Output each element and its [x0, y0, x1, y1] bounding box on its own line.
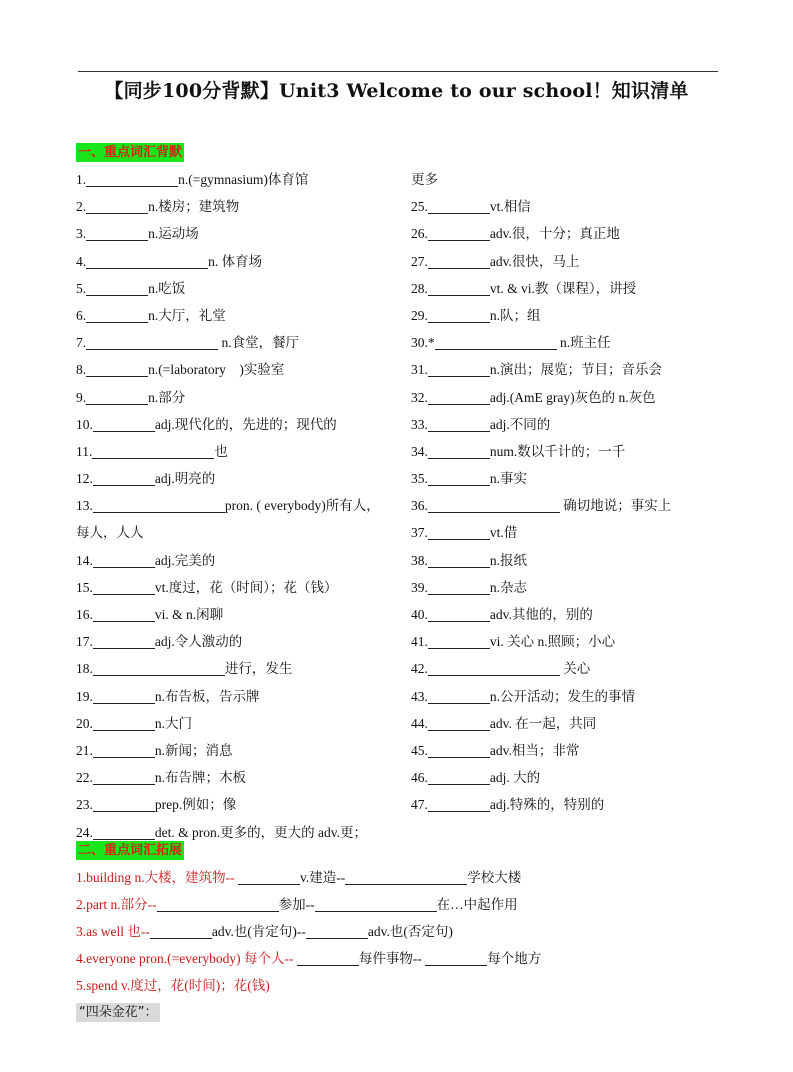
vocab-number: 39.: [411, 579, 428, 595]
expand-4-c: 每个地方: [487, 951, 542, 966]
vocab-item: [411, 411, 711, 438]
answer-blank[interactable]: [86, 253, 208, 269]
vocab-number: 23.: [76, 797, 93, 813]
vocab-item: [76, 248, 396, 275]
vocab-meaning: adj.现代化的，先进的；现代的: [154, 416, 337, 432]
expand-line-4: [76, 945, 541, 972]
vocab-number: 41.: [411, 634, 428, 650]
vocab-number: 42.: [411, 661, 428, 677]
vocab-meaning: adj.特殊的，特别的: [489, 797, 605, 813]
vocab-meaning: n.吃饭: [148, 280, 186, 296]
answer-blank[interactable]: [428, 552, 490, 568]
answer-blank[interactable]: [428, 715, 490, 731]
answer-blank[interactable]: [428, 660, 560, 676]
vocab-item: [76, 791, 396, 818]
answer-blank[interactable]: [93, 470, 155, 486]
vocab-number: 7.: [76, 335, 87, 351]
answer-blank[interactable]: [93, 769, 155, 785]
vocab-number: 32.: [411, 389, 428, 405]
vocab-number: 26.: [411, 226, 428, 242]
vocab-meaning: adj.明亮的: [154, 471, 216, 487]
vocab-item: [76, 302, 396, 329]
vocab-meaning: n.大门: [154, 715, 192, 731]
vocab-item: [76, 683, 396, 710]
vocab-meaning: n.布告牌；木板: [154, 770, 246, 786]
answer-blank[interactable]: [93, 688, 155, 704]
answer-blank[interactable]: [428, 796, 490, 812]
vocab-number: 47.: [411, 797, 428, 813]
vocab-item: [411, 220, 711, 247]
vocab-meaning: adv.很，十分；真正地: [489, 226, 620, 242]
answer-blank[interactable]: [86, 280, 148, 296]
vocab-meaning: n.大厅，礼堂: [148, 307, 226, 323]
vocab-meaning: n.楼房；建筑物: [148, 199, 240, 215]
vocab-item: [76, 547, 396, 574]
four-flowers-label: “四朵金花”：: [76, 1003, 160, 1022]
vocab-number: 24.: [76, 824, 93, 840]
vocab-meaning: n.报纸: [489, 552, 527, 568]
vocab-item: [76, 275, 396, 302]
expand-2-b: 参加--: [278, 897, 315, 912]
vocab-item: [411, 248, 711, 275]
vocab-item: [411, 465, 711, 492]
expand-5-a: 5.spend v.度过，花(时间)；花(钱): [76, 978, 270, 993]
answer-blank[interactable]: [93, 660, 225, 676]
vocab-meaning: vi. & n.闲聊: [154, 607, 224, 622]
vocab-number: 11.: [76, 443, 93, 459]
vocab-number: 46.: [411, 770, 428, 786]
answer-blank[interactable]: [86, 334, 218, 350]
expand-line-1: [76, 864, 521, 891]
answer-blank[interactable]: [93, 824, 155, 840]
vocab-item: [411, 384, 711, 411]
answer-blank[interactable]: [428, 389, 490, 405]
vocab-meaning: n.演出；展览；节目；音乐会: [489, 362, 662, 378]
vocab-number: 21.: [76, 742, 93, 758]
expand-4-b: 每件事物--: [358, 951, 426, 966]
answer-blank[interactable]: [93, 552, 155, 568]
vocab-number: 12.: [76, 471, 93, 487]
vocab-number: 36.: [411, 498, 428, 514]
answer-blank[interactable]: [428, 198, 490, 214]
vocab-meaning: pron. ( everybody)所有人，: [224, 498, 380, 514]
answer-blank[interactable]: [150, 923, 212, 939]
vocab-item: [411, 655, 711, 682]
expand-1-b: v.建造--: [300, 870, 346, 885]
expand-3-c: adv.也(否定句): [367, 924, 453, 939]
expand-2-c: 在…中起作用: [436, 897, 518, 912]
answer-blank[interactable]: [428, 769, 490, 785]
vocab-meaning: prep.例如；像: [154, 797, 237, 813]
vocab-item: [411, 710, 711, 737]
vocab-number: 29.: [411, 307, 428, 323]
vocab-number: 3.: [76, 226, 87, 242]
vocab-meaning: n.部分: [148, 389, 186, 405]
answer-blank[interactable]: [238, 869, 300, 885]
vocab-meaning: vt. & vi.教（课程），讲授: [489, 280, 637, 296]
vocab-number: 22.: [76, 770, 93, 786]
answer-blank[interactable]: [425, 950, 487, 966]
vocab-item: [76, 329, 396, 356]
vocab-meaning: 进行，发生: [224, 661, 293, 677]
vocab-item: [76, 384, 396, 411]
vocab-item: [411, 628, 711, 655]
vocab-item: [411, 275, 711, 302]
vocab-number: 38.: [411, 552, 428, 568]
answer-blank[interactable]: [428, 497, 560, 513]
vocab-item: [76, 356, 396, 383]
vocab-item: [411, 356, 711, 383]
vocab-meaning: n.公开活动；发生的事情: [489, 688, 635, 704]
vocab-number: 16.: [76, 607, 93, 622]
vocab-item: [411, 329, 711, 356]
vocab-number: 34.: [411, 443, 428, 459]
vocab-item: [411, 438, 711, 465]
vocab-item: [76, 193, 396, 220]
vocab-item: [76, 220, 396, 247]
vocab-number: 44.: [411, 715, 428, 731]
answer-blank[interactable]: [428, 225, 490, 241]
vocab-item: [76, 519, 396, 546]
answer-blank[interactable]: [93, 606, 155, 622]
expand-4-a: 4.everyone pron.(=everybody) 每个人--: [76, 951, 297, 966]
section1-heading: 一、重点词汇背默: [78, 145, 183, 160]
vocab-meaning: 关心: [559, 661, 591, 677]
vocab-item: [76, 492, 396, 519]
answer-blank[interactable]: [93, 579, 155, 595]
vocab-item: [411, 492, 711, 519]
answer-blank[interactable]: [93, 796, 155, 812]
answer-blank[interactable]: [86, 389, 148, 405]
answer-blank[interactable]: [86, 307, 148, 323]
vocab-number: 10.: [76, 416, 93, 432]
expand-1-c: 学校大楼: [467, 870, 522, 885]
answer-blank[interactable]: [93, 742, 155, 758]
answer-blank[interactable]: [428, 416, 490, 432]
vocab-item: [411, 737, 711, 764]
answer-blank[interactable]: [428, 742, 490, 758]
vocab-number: 27.: [411, 253, 428, 269]
vocab-meaning: n.班主任: [556, 335, 611, 351]
vocab-number: 5.: [76, 280, 87, 296]
vocab-number: 14.: [76, 552, 93, 568]
vocab-number: 17.: [76, 634, 93, 650]
header-rule: [78, 71, 718, 72]
answer-blank[interactable]: [428, 633, 490, 649]
vocab-meaning: n.(=gymnasium)体育馆: [178, 172, 309, 187]
answer-blank[interactable]: [428, 361, 490, 377]
vocab-item: [76, 628, 396, 655]
vocab-item: [411, 547, 711, 574]
answer-blank[interactable]: [428, 606, 490, 622]
vocab-meaning: vi. 关心 n.照顾；小心: [489, 634, 616, 650]
vocab-number: 9.: [76, 389, 87, 405]
answer-blank[interactable]: [93, 416, 155, 432]
vocab-meaning: n.食堂，餐厅: [218, 335, 300, 351]
answer-blank[interactable]: [428, 579, 490, 595]
page-title: 【同步100分背默】Unit3 Welcome to our school！知识清单: [104, 80, 689, 102]
answer-blank[interactable]: [428, 253, 490, 269]
vocab-meaning: adj.完美的: [154, 552, 216, 568]
vocab-item: [411, 193, 711, 220]
vocab-item: [76, 710, 396, 737]
vocab-number: 4.: [76, 253, 87, 269]
answer-blank[interactable]: [86, 198, 148, 214]
vocab-meaning: n.队；组: [489, 307, 541, 323]
vocab-meaning: num.数以千计的；一千: [489, 443, 626, 459]
vocab-meaning: adj.(AmE gray)灰色的 n.灰色: [489, 389, 656, 405]
vocab-number: 13.: [76, 498, 93, 514]
vocab-item: [76, 655, 396, 682]
answer-blank[interactable]: [345, 869, 467, 885]
answer-blank[interactable]: [435, 334, 557, 350]
vocab-meaning: vt.度过，花（时间）；花（钱）: [154, 579, 338, 595]
vocab-number: 15.: [76, 579, 93, 595]
answer-blank[interactable]: [428, 688, 490, 704]
vocab-meaning: n. 体育场: [208, 253, 263, 269]
vocab-meaning: adj.令人激动的: [154, 634, 243, 650]
vocab-item: [411, 683, 711, 710]
vocab-meaning: n.新闻；消息: [154, 742, 233, 758]
vocab-meaning: adv. 在一起，共同: [489, 715, 597, 731]
vocab-number: 28.: [411, 280, 428, 296]
vocab-meaning: 每人，人人: [76, 525, 144, 541]
vocab-item: [76, 438, 396, 465]
vocab-meaning: n.事实: [489, 471, 527, 487]
expand-line-5: [76, 972, 270, 999]
answer-blank[interactable]: [428, 524, 490, 540]
vocab-item: [411, 791, 711, 818]
answer-blank[interactable]: [297, 950, 359, 966]
vocab-number: 1.: [76, 172, 87, 187]
vocab-meaning: n.布告板，告示牌: [154, 688, 260, 704]
answer-blank[interactable]: [93, 497, 225, 513]
vocab-meaning: vt.借: [489, 525, 518, 541]
vocab-item: [76, 764, 396, 791]
vocab-number: 37.: [411, 525, 428, 541]
vocab-number: 33.: [411, 416, 428, 432]
vocab-item: [411, 764, 711, 791]
expand-2-a: 2.part n.部分--: [76, 897, 157, 912]
vocab-number: 43.: [411, 688, 428, 704]
vocab-item: [411, 302, 711, 329]
vocab-number: 35.: [411, 471, 428, 487]
vocab-meaning: det. & pron.更多的，更大的 adv.更；: [154, 824, 367, 840]
vocab-number: 45.: [411, 742, 428, 758]
answer-blank[interactable]: [428, 307, 490, 323]
vocab-item: [411, 601, 711, 628]
vocab-item: [76, 465, 396, 492]
answer-blank[interactable]: [86, 225, 148, 241]
answer-blank[interactable]: [86, 361, 148, 377]
section2-heading: 二、重点词汇拓展: [78, 843, 183, 858]
answer-blank[interactable]: [93, 633, 155, 649]
answer-blank[interactable]: [428, 280, 490, 296]
vocab-item: [411, 519, 711, 546]
vocab-item: [411, 574, 711, 601]
answer-blank[interactable]: [93, 715, 155, 731]
vocab-item: [76, 166, 396, 193]
vocab-number: 18.: [76, 661, 93, 677]
vocab-meaning: adv.相当；非常: [489, 742, 580, 758]
answer-blank[interactable]: [428, 443, 490, 459]
answer-blank[interactable]: [157, 896, 279, 912]
vocab-number: 20.: [76, 715, 93, 731]
vocab-meaning: adj. 大的: [489, 770, 541, 786]
vocab-meaning: 确切地说；事实上: [559, 498, 672, 514]
expand-3-b: adv.也(肯定句)--: [211, 924, 306, 939]
vocab-item: [76, 574, 396, 601]
vocab-meaning: 也: [214, 443, 228, 459]
vocab-number: 30.*: [411, 335, 435, 351]
vocab-meaning: vt.相信: [489, 199, 531, 215]
vocab-number: 19.: [76, 688, 93, 704]
vocab-item: [76, 411, 396, 438]
answer-blank[interactable]: [306, 923, 368, 939]
vocab-meaning: n.杂志: [489, 579, 527, 595]
vocab-meaning: adv.很快，马上: [489, 253, 580, 269]
answer-blank[interactable]: [92, 443, 214, 459]
expand-3-a: 3.as well 也--: [76, 924, 150, 939]
vocab-item: [411, 166, 711, 193]
vocab-column-left: [76, 166, 396, 846]
vocab-number: 40.: [411, 607, 428, 622]
vocab-meaning: 更多: [411, 172, 438, 187]
vocab-number: 2.: [76, 199, 87, 215]
vocab-number: 25.: [411, 199, 428, 215]
answer-blank[interactable]: [315, 896, 437, 912]
expand-line-2: [76, 891, 518, 918]
answer-blank[interactable]: [428, 470, 490, 486]
answer-blank[interactable]: [86, 171, 178, 187]
vocab-meaning: n.运动场: [148, 226, 199, 242]
vocab-number: 8.: [76, 362, 87, 378]
expand-1-a: 1.building n.大楼，建筑物--: [76, 870, 238, 885]
vocab-meaning: adv.其他的，别的: [489, 607, 593, 622]
vocab-item: [76, 601, 396, 628]
vocab-meaning: adj.不同的: [489, 416, 551, 432]
vocab-number: 31.: [411, 362, 428, 378]
vocab-meaning: n.(=laboratory )实验室: [148, 362, 285, 378]
vocab-column-right: [411, 166, 711, 819]
vocab-number: 6.: [76, 307, 87, 323]
vocab-item: [76, 737, 396, 764]
expand-line-3: [76, 918, 453, 945]
